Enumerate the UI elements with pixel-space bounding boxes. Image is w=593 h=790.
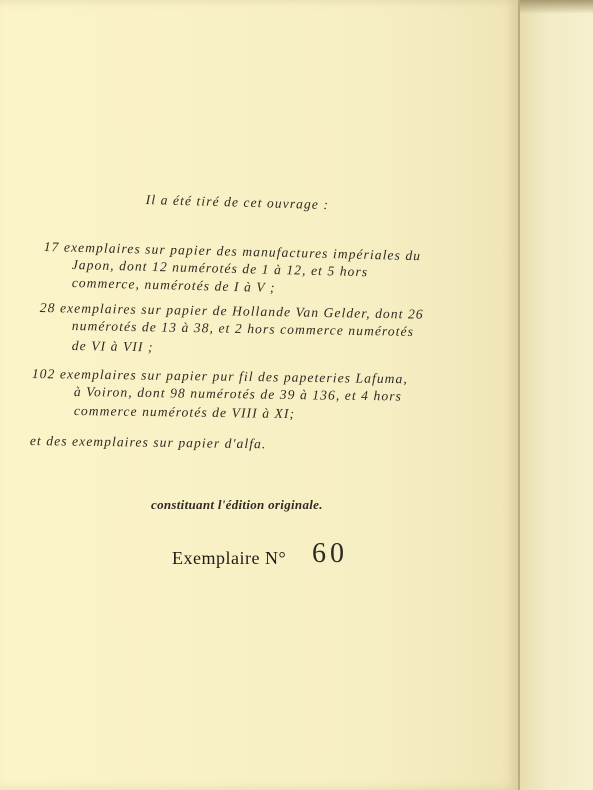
entry-2-line-1: 28 exemplaires sur papier de Hollande Van Gelder, dont 26 [39,300,424,322]
entry-1-line-3: commerce, numérotés de I à V ; [71,275,276,295]
entry-3-line-1: 102 exemplaires sur papier pur fil des papeteries Lafuma, [31,366,409,387]
copy-label: Exemplaire N° [172,548,287,568]
entry-2-line-2: numérotés de 13 à 38, et 2 hors commerce numérotés [71,318,415,339]
entry-1-line-2: Japon, dont 12 numérotés de 1 à 12, et 5 hors [71,257,369,280]
entry-1-line-1: 17 exemplaires sur papier des manufactures impériales du [43,239,422,264]
page-fold [518,0,520,790]
entry-2-line-3: de VI à VII ; [71,338,154,355]
edition-line: constituant l'édition originale. [151,497,323,512]
heading: Il a été tiré de cet ouvrage : [145,192,330,213]
facing-page-edge [518,0,593,790]
entry-3-line-2: à Voiron, dont 98 numérotés de 39 à 136, et 4 hors [73,384,403,404]
entry-3-line-3: commerce numérotés de VIII à XI; [73,403,296,422]
entry-4-line-1: et des exemplaires sur papier d'alfa. [29,433,267,452]
copy-number: 60 [312,538,348,569]
facing-page-shadow [518,0,593,14]
